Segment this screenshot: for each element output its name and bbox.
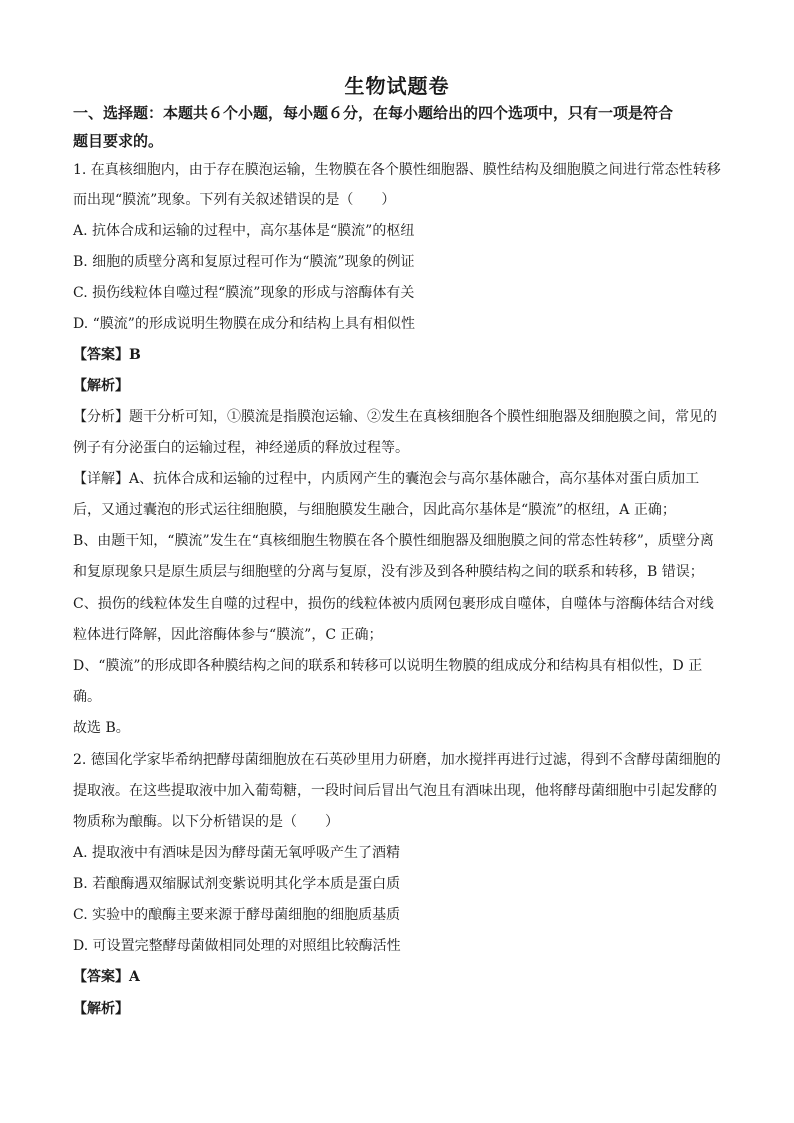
q1-analysis-line: 粒体进行降解，因此溶酶体参与“膜流”，C 正确； — [73, 627, 383, 643]
q2-option-a: A. 提取液中有酒味是因为酵母菌无氧呼吸产生了酒精 — [73, 845, 401, 861]
q1-stem-line-2: 而出现“膜流”现象。下列有关叙述错误的是（ ） — [73, 192, 396, 208]
q2-analysis-label: 【解析】 — [73, 1001, 129, 1017]
q1-analysis-line: D、“膜流”的形成即各种膜结构之间的联系和转移可以说明生物膜的组成成分和结构具有相似性，D 正 — [73, 658, 703, 674]
q2-option-c: C. 实验中的酿酶主要来源于酵母菌细胞的细胞质基质 — [73, 907, 401, 923]
q2-option-b: B. 若酿酶遇双缩脲试剂变紫说明其化学本质是蛋白质 — [73, 876, 401, 892]
q1-analysis-line: 故选 B。 — [73, 720, 130, 736]
q1-analysis-line: C、损伤的线粒体发生自噬的过程中，损伤的线粒体被内质网包裹形成自噬体，自噬体与溶酶体结合对线 — [73, 596, 714, 612]
q1-analysis-line: 例子有分泌蛋白的运输过程，神经递质的释放过程等。 — [73, 440, 409, 456]
q1-analysis-line: 【详解】A、抗体合成和运输的过程中，内质网产生的囊泡会与高尔基体融合，高尔基体对蛋白质加工 — [73, 471, 700, 487]
q2-stem-line-2: 提取液。在这些提取液中加入葡萄糖，一段时间后冒出气泡且有酒味出现，他将酵母菌细胞中引起发酵的 — [73, 783, 717, 799]
q1-stem-line-1: 1. 在真核细胞内，由于存在膜泡运输，生物膜在各个膜性细胞器、膜性结构及细胞膜之间进行常态性转移 — [73, 162, 721, 178]
q1-analysis-label: 【解析】 — [73, 378, 129, 394]
q1-option-c: C. 损伤线粒体自噬过程“膜流”现象的形成与溶酶体有关 — [73, 285, 415, 301]
q1-analysis-line: 后，又通过囊泡的形式运往细胞膜，与细胞膜发生融合，因此高尔基体是“膜流”的枢纽，A 正确； — [73, 502, 676, 518]
q1-analysis-line: B、由题干知，“膜流”发生在“真核细胞生物膜在各个膜性细胞器及细胞膜之间的常态性转移”，质壁分离 — [73, 533, 714, 549]
q2-stem-line-3: 物质称为酿酶。以下分析错误的是（ ） — [73, 814, 339, 830]
q1-option-d: D. “膜流”的形成说明生物膜在成分和结构上具有相似性 — [73, 316, 415, 332]
q1-analysis-line: 【分析】题干分析可知，①膜流是指膜泡运输、②发生在真核细胞各个膜性细胞器及细胞膜之间，常见的 — [73, 409, 717, 425]
section-heading-line-2: 题目要求的。 — [73, 132, 164, 150]
q1-analysis-line: 和复原现象只是原生质层与细胞壁的分离与复原，没有涉及到各种膜结构之间的联系和转移，B 错误； — [73, 564, 704, 580]
q1-option-a: A. 抗体合成和运输的过程中，高尔基体是“膜流”的枢纽 — [73, 223, 415, 239]
section-heading-line-1: 一、选择题：本题共６个小题，每小题６分，在每小题给出的四个选项中，只有一项是符合 — [73, 104, 674, 122]
q1-option-b: B. 细胞的质壁分离和复原过程可作为“膜流”现象的例证 — [73, 254, 415, 270]
q2-answer: 【答案】A — [73, 969, 140, 985]
q1-answer: 【答案】B — [73, 347, 141, 363]
page-title: 生物试题卷 — [344, 74, 450, 98]
q2-stem-line-1: 2. 德国化学家毕希纳把酵母菌细胞放在石英砂里用力研磨，加水搅拌再进行过滤，得到不含酵母菌细胞的 — [73, 752, 721, 768]
q1-analysis-line: 确。 — [73, 689, 101, 705]
q2-option-d: D. 可设置完整酵母菌做相同处理的对照组比较酶活性 — [73, 938, 401, 954]
